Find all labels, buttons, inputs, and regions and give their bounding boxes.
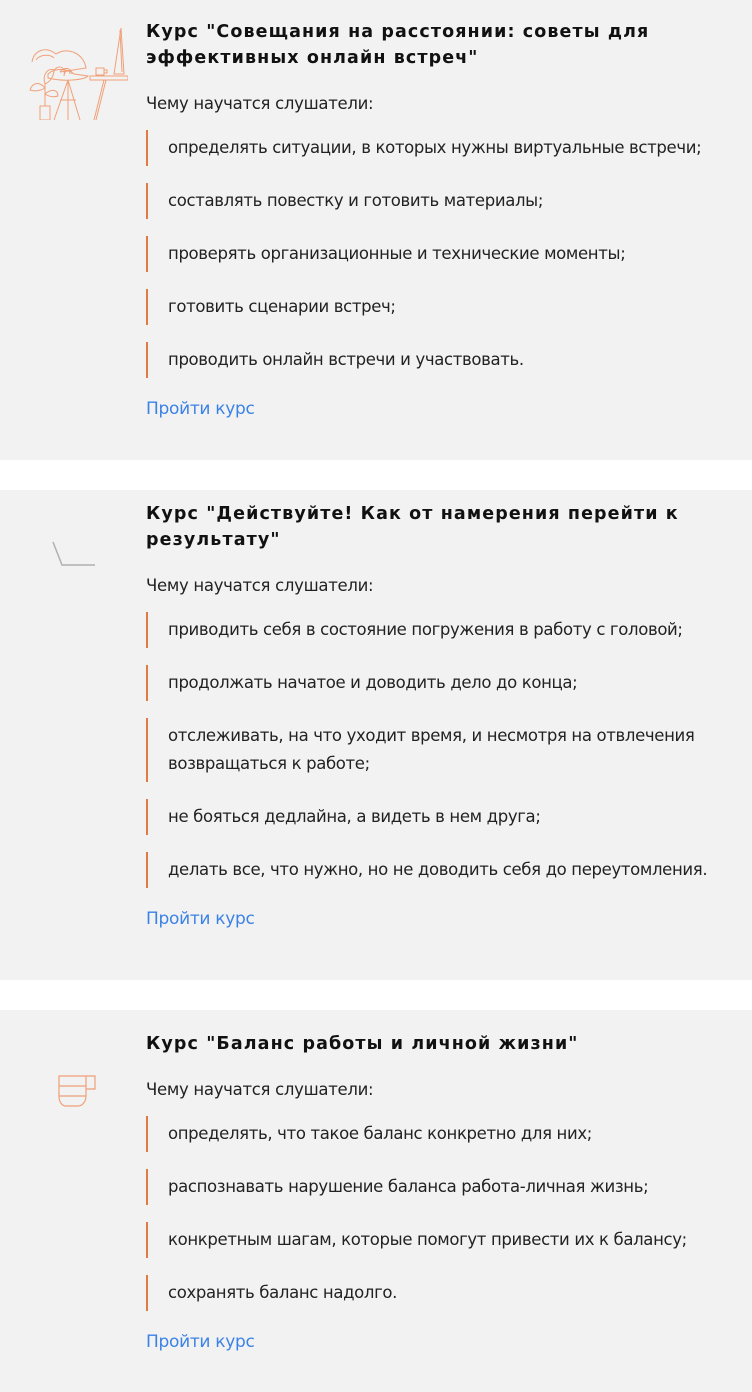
list-item: готовить сценарии встреч; <box>146 289 732 325</box>
course-title: Курс "Баланс работы и личной жизни" <box>146 1034 579 1054</box>
learning-outcomes-label: Чему научатся слушатели: <box>146 94 374 113</box>
list-item: конкретным шагам, которые помогут привести их к балансу; <box>146 1222 732 1258</box>
list-item: распознавать нарушение баланса работа-личная жизнь; <box>146 1169 732 1205</box>
list-item: продолжать начатое и доводить дело до конца; <box>146 665 732 701</box>
list-item: проверять организационные и технические моменты; <box>146 236 732 272</box>
laptop-outline-icon <box>50 538 100 570</box>
learning-outcomes-list <box>146 612 732 888</box>
list-item: не бояться дедлайна, а видеть в нем друга; <box>146 799 732 835</box>
list-item: определять, что такое баланс конкретно для них; <box>146 1116 732 1152</box>
list-item: составлять повестку и готовить материалы; <box>146 183 732 219</box>
course-card-take-action <box>0 490 752 980</box>
learning-outcomes-list <box>146 130 732 378</box>
list-item: отслеживать, на что уходит время, и несмотря на отвлечения возвращаться к работе; <box>146 718 732 782</box>
take-course-link[interactable]: Пройти курс <box>146 909 255 929</box>
list-item: делать все, что нужно, но не доводить себя до переутомления. <box>146 852 732 888</box>
course-title: Курс "Совещания на расстоянии: советы для эффективных онлайн встреч" <box>146 22 650 68</box>
list-item: проводить онлайн встречи и участвовать. <box>146 342 732 378</box>
learning-outcomes-label: Чему научатся слушатели: <box>146 1080 374 1099</box>
course-title: Курс "Действуйте! Как от намерения перейти к результату" <box>146 504 679 550</box>
list-item: приводить себя в состояние погружения в работу с головой; <box>146 612 732 648</box>
list-item: сохранять баланс надолго. <box>146 1275 732 1311</box>
learning-outcomes-label: Чему научатся слушатели: <box>146 576 374 595</box>
course-card-remote-meetings <box>0 0 752 460</box>
coffee-cup-icon <box>56 1074 98 1110</box>
take-course-link[interactable]: Пройти курс <box>146 399 255 419</box>
list-item: определять ситуации, в которых нужны виртуальные встречи; <box>146 130 732 166</box>
learning-outcomes-list <box>146 1116 732 1311</box>
course-card-work-life-balance <box>0 1010 752 1392</box>
remote-work-desk-icon <box>24 24 128 120</box>
take-course-link[interactable]: Пройти курс <box>146 1332 255 1352</box>
